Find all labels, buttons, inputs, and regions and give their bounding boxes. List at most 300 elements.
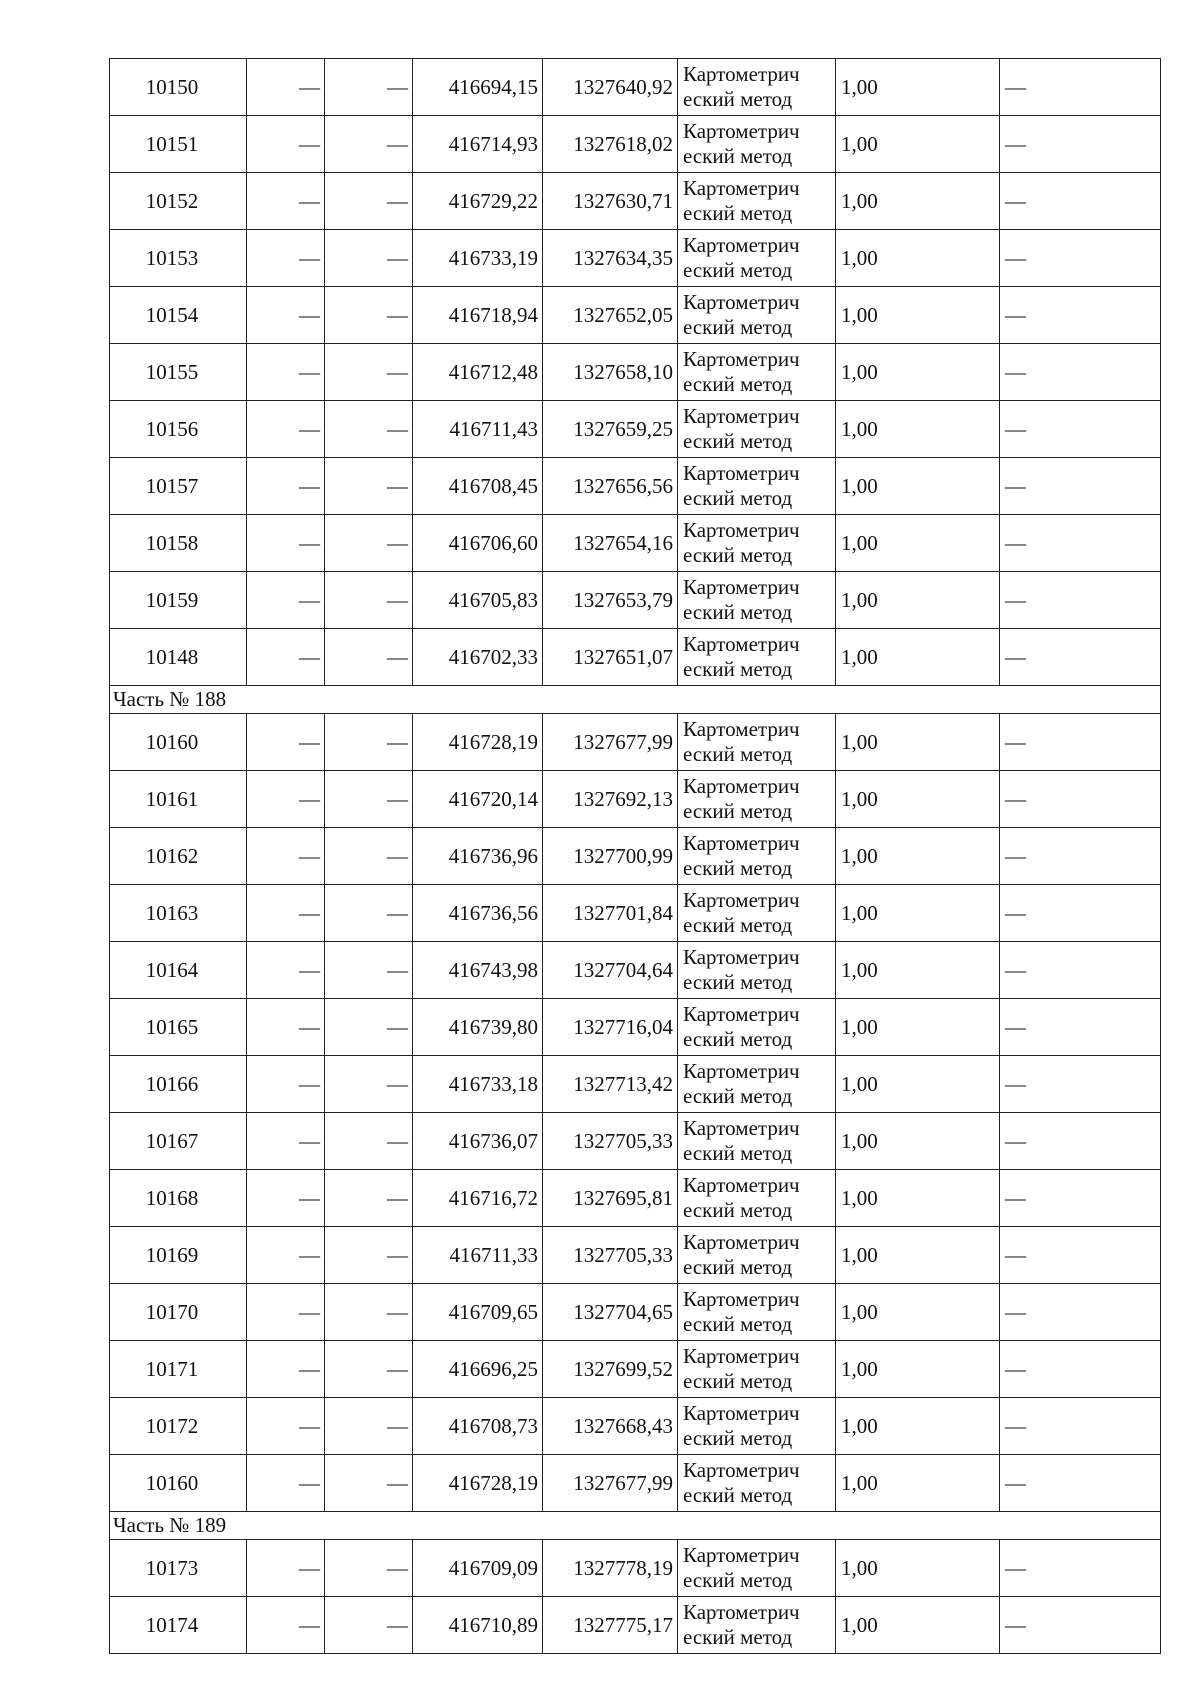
x-coordinate: 416709,09 [413, 1540, 543, 1597]
y-coordinate: 1327695,81 [543, 1170, 678, 1227]
method-text-line2: еский метод [683, 1084, 793, 1108]
method-text-line1: Картометрич [683, 1543, 800, 1567]
description-cell: — [1000, 401, 1161, 458]
accuracy-value: 1,00 [836, 1540, 1000, 1597]
accuracy-value: 1,00 [836, 885, 1000, 942]
accuracy-value: 1,00 [836, 629, 1000, 686]
method-cell [678, 1056, 836, 1113]
description-cell: — [1000, 714, 1161, 771]
old-y-cell: — [325, 629, 413, 686]
method-text-line1: Картометрич [683, 290, 800, 314]
point-number: 10155 [110, 344, 247, 401]
old-y-cell: — [325, 828, 413, 885]
description-cell: — [1000, 515, 1161, 572]
old-y-cell: — [325, 116, 413, 173]
method-cell [678, 59, 836, 116]
table-row [110, 59, 1161, 116]
description-cell: — [1000, 1056, 1161, 1113]
method-text-line2: еский метод [683, 856, 793, 880]
old-x-cell: — [247, 1341, 325, 1398]
point-number: 10160 [110, 1455, 247, 1512]
table-row [110, 515, 1161, 572]
description-cell: — [1000, 1540, 1161, 1597]
method-text-line1: Картометрич [683, 1059, 800, 1083]
method-cell [678, 344, 836, 401]
old-y-cell: — [325, 885, 413, 942]
method-cell [678, 287, 836, 344]
old-y-cell: — [325, 999, 413, 1056]
method-text-line1: Картометрич [683, 717, 800, 741]
point-number: 10154 [110, 287, 247, 344]
old-x-cell: — [247, 885, 325, 942]
table-row [110, 714, 1161, 771]
method-text-line1: Картометрич [683, 1458, 800, 1482]
x-coordinate: 416712,48 [413, 344, 543, 401]
description-cell: — [1000, 344, 1161, 401]
old-x-cell: — [247, 515, 325, 572]
description-cell: — [1000, 771, 1161, 828]
y-coordinate: 1327640,92 [543, 59, 678, 116]
description-cell: — [1000, 173, 1161, 230]
y-coordinate: 1327654,16 [543, 515, 678, 572]
old-x-cell: — [247, 1113, 325, 1170]
section-header-row [110, 686, 1161, 714]
accuracy-value: 1,00 [836, 59, 1000, 116]
x-coordinate: 416694,15 [413, 59, 543, 116]
method-text-line2: еский метод [683, 913, 793, 937]
accuracy-value: 1,00 [836, 1597, 1000, 1654]
table-row [110, 287, 1161, 344]
method-text-line1: Картометрич [683, 176, 800, 200]
y-coordinate: 1327716,04 [543, 999, 678, 1056]
description-cell: — [1000, 885, 1161, 942]
method-text-line1: Картометрич [683, 233, 800, 257]
method-text-line2: еский метод [683, 1027, 793, 1051]
old-y-cell: — [325, 1284, 413, 1341]
method-text-line1: Картометрич [683, 632, 800, 656]
method-cell [678, 1455, 836, 1512]
method-text-line1: Картометрич [683, 62, 800, 86]
method-text-line1: Картометрич [683, 461, 800, 485]
x-coordinate: 416739,80 [413, 999, 543, 1056]
table-body [110, 59, 1161, 1654]
y-coordinate: 1327651,07 [543, 629, 678, 686]
old-y-cell: — [325, 771, 413, 828]
old-x-cell: — [247, 287, 325, 344]
description-cell: — [1000, 572, 1161, 629]
table-row [110, 401, 1161, 458]
method-text-line2: еский метод [683, 657, 793, 681]
method-cell [678, 1398, 836, 1455]
y-coordinate: 1327658,10 [543, 344, 678, 401]
description-cell: — [1000, 1227, 1161, 1284]
accuracy-value: 1,00 [836, 1341, 1000, 1398]
point-number: 10152 [110, 173, 247, 230]
description-cell: — [1000, 999, 1161, 1056]
old-y-cell: — [325, 59, 413, 116]
section-title: Часть № 189 [110, 1512, 1161, 1540]
table-row [110, 999, 1161, 1056]
method-text-line1: Картометрич [683, 1002, 800, 1026]
method-cell [678, 458, 836, 515]
x-coordinate: 416736,07 [413, 1113, 543, 1170]
old-y-cell: — [325, 1540, 413, 1597]
method-text-line1: Картометрич [683, 1600, 800, 1624]
y-coordinate: 1327705,33 [543, 1227, 678, 1284]
table-row [110, 942, 1161, 999]
old-y-cell: — [325, 401, 413, 458]
method-cell [678, 1341, 836, 1398]
method-text-line2: еский метод [683, 1255, 793, 1279]
old-x-cell: — [247, 1540, 325, 1597]
old-y-cell: — [325, 572, 413, 629]
accuracy-value: 1,00 [836, 401, 1000, 458]
y-coordinate: 1327713,42 [543, 1056, 678, 1113]
accuracy-value: 1,00 [836, 771, 1000, 828]
accuracy-value: 1,00 [836, 1170, 1000, 1227]
y-coordinate: 1327618,02 [543, 116, 678, 173]
description-cell: — [1000, 116, 1161, 173]
method-cell [678, 1227, 836, 1284]
old-y-cell: — [325, 458, 413, 515]
old-y-cell: — [325, 1056, 413, 1113]
method-text-line2: еский метод [683, 315, 793, 339]
old-x-cell: — [247, 1398, 325, 1455]
point-number: 10163 [110, 885, 247, 942]
point-number: 10164 [110, 942, 247, 999]
point-number: 10170 [110, 1284, 247, 1341]
method-text-line2: еский метод [683, 600, 793, 624]
x-coordinate: 416736,96 [413, 828, 543, 885]
method-text-line2: еский метод [683, 144, 793, 168]
accuracy-value: 1,00 [836, 515, 1000, 572]
old-y-cell: — [325, 1455, 413, 1512]
y-coordinate: 1327653,79 [543, 572, 678, 629]
x-coordinate: 416716,72 [413, 1170, 543, 1227]
x-coordinate: 416710,89 [413, 1597, 543, 1654]
method-text-line2: еский метод [683, 1483, 793, 1507]
x-coordinate: 416743,98 [413, 942, 543, 999]
old-x-cell: — [247, 1455, 325, 1512]
y-coordinate: 1327705,33 [543, 1113, 678, 1170]
point-number: 10167 [110, 1113, 247, 1170]
method-text-line2: еский метод [683, 201, 793, 225]
point-number: 10158 [110, 515, 247, 572]
method-text-line2: еский метод [683, 372, 793, 396]
accuracy-value: 1,00 [836, 287, 1000, 344]
table-row [110, 173, 1161, 230]
description-cell: — [1000, 1170, 1161, 1227]
old-x-cell: — [247, 828, 325, 885]
method-cell [678, 173, 836, 230]
method-text-line2: еский метод [683, 970, 793, 994]
table-row [110, 1341, 1161, 1398]
y-coordinate: 1327704,64 [543, 942, 678, 999]
accuracy-value: 1,00 [836, 230, 1000, 287]
accuracy-value: 1,00 [836, 942, 1000, 999]
old-x-cell: — [247, 59, 325, 116]
x-coordinate: 416733,19 [413, 230, 543, 287]
y-coordinate: 1327656,56 [543, 458, 678, 515]
point-number: 10172 [110, 1398, 247, 1455]
method-text-line2: еский метод [683, 543, 793, 567]
y-coordinate: 1327778,19 [543, 1540, 678, 1597]
table-row [110, 458, 1161, 515]
description-cell: — [1000, 1113, 1161, 1170]
table-row [110, 230, 1161, 287]
method-text-line1: Картометрич [683, 347, 800, 371]
method-cell [678, 714, 836, 771]
method-cell [678, 1597, 836, 1654]
description-cell: — [1000, 1455, 1161, 1512]
x-coordinate: 416728,19 [413, 714, 543, 771]
method-text-line2: еский метод [683, 1568, 793, 1592]
x-coordinate: 416711,33 [413, 1227, 543, 1284]
y-coordinate: 1327704,65 [543, 1284, 678, 1341]
table-row [110, 1113, 1161, 1170]
table-row [110, 1597, 1161, 1654]
y-coordinate: 1327659,25 [543, 401, 678, 458]
old-y-cell: — [325, 287, 413, 344]
point-number: 10160 [110, 714, 247, 771]
old-y-cell: — [325, 1597, 413, 1654]
description-cell: — [1000, 287, 1161, 344]
old-y-cell: — [325, 344, 413, 401]
method-text-line1: Картометрич [683, 945, 800, 969]
point-number: 10159 [110, 572, 247, 629]
method-text-line2: еский метод [683, 1198, 793, 1222]
method-text-line1: Картометрич [683, 1173, 800, 1197]
description-cell: — [1000, 828, 1161, 885]
method-text-line1: Картометрич [683, 1116, 800, 1140]
y-coordinate: 1327701,84 [543, 885, 678, 942]
method-text-line1: Картометрич [683, 831, 800, 855]
method-text-line1: Картометрич [683, 1287, 800, 1311]
method-text-line2: еский метод [683, 799, 793, 823]
x-coordinate: 416736,56 [413, 885, 543, 942]
accuracy-value: 1,00 [836, 1113, 1000, 1170]
section-title: Часть № 188 [110, 686, 1161, 714]
method-cell [678, 401, 836, 458]
old-x-cell: — [247, 401, 325, 458]
old-x-cell: — [247, 629, 325, 686]
method-text-line1: Картометрич [683, 575, 800, 599]
description-cell: — [1000, 458, 1161, 515]
old-x-cell: — [247, 771, 325, 828]
point-number: 10148 [110, 629, 247, 686]
method-text-line2: еский метод [683, 258, 793, 282]
old-x-cell: — [247, 1227, 325, 1284]
method-cell [678, 885, 836, 942]
x-coordinate: 416706,60 [413, 515, 543, 572]
accuracy-value: 1,00 [836, 1455, 1000, 1512]
point-number: 10162 [110, 828, 247, 885]
method-cell [678, 999, 836, 1056]
method-text-line2: еский метод [683, 486, 793, 510]
x-coordinate: 416733,18 [413, 1056, 543, 1113]
description-cell: — [1000, 1398, 1161, 1455]
point-number: 10173 [110, 1540, 247, 1597]
point-number: 10171 [110, 1341, 247, 1398]
table-row [110, 1227, 1161, 1284]
old-x-cell: — [247, 116, 325, 173]
description-cell: — [1000, 1341, 1161, 1398]
method-cell [678, 572, 836, 629]
old-y-cell: — [325, 942, 413, 999]
method-text-line2: еский метод [683, 429, 793, 453]
accuracy-value: 1,00 [836, 458, 1000, 515]
coordinates-table [109, 58, 1161, 1654]
old-x-cell: — [247, 458, 325, 515]
old-x-cell: — [247, 344, 325, 401]
method-cell [678, 629, 836, 686]
table-row [110, 629, 1161, 686]
point-number: 10157 [110, 458, 247, 515]
point-number: 10151 [110, 116, 247, 173]
x-coordinate: 416714,93 [413, 116, 543, 173]
y-coordinate: 1327699,52 [543, 1341, 678, 1398]
old-y-cell: — [325, 714, 413, 771]
point-number: 10161 [110, 771, 247, 828]
description-cell: — [1000, 942, 1161, 999]
method-cell [678, 1170, 836, 1227]
accuracy-value: 1,00 [836, 1056, 1000, 1113]
old-x-cell: — [247, 173, 325, 230]
old-y-cell: — [325, 1227, 413, 1284]
old-x-cell: — [247, 999, 325, 1056]
point-number: 10165 [110, 999, 247, 1056]
method-text-line2: еский метод [683, 1426, 793, 1450]
x-coordinate: 416702,33 [413, 629, 543, 686]
y-coordinate: 1327668,43 [543, 1398, 678, 1455]
y-coordinate: 1327634,35 [543, 230, 678, 287]
point-number: 10156 [110, 401, 247, 458]
accuracy-value: 1,00 [836, 1398, 1000, 1455]
old-x-cell: — [247, 942, 325, 999]
accuracy-value: 1,00 [836, 714, 1000, 771]
accuracy-value: 1,00 [836, 173, 1000, 230]
old-x-cell: — [247, 1056, 325, 1113]
method-cell [678, 515, 836, 572]
table-row [110, 885, 1161, 942]
old-x-cell: — [247, 1284, 325, 1341]
x-coordinate: 416709,65 [413, 1284, 543, 1341]
x-coordinate: 416728,19 [413, 1455, 543, 1512]
table-row [110, 116, 1161, 173]
method-text-line1: Картометрич [683, 1401, 800, 1425]
method-cell [678, 942, 836, 999]
old-y-cell: — [325, 173, 413, 230]
table-row [110, 771, 1161, 828]
method-cell [678, 116, 836, 173]
old-y-cell: — [325, 1113, 413, 1170]
method-text-line2: еский метод [683, 1369, 793, 1393]
y-coordinate: 1327677,99 [543, 714, 678, 771]
y-coordinate: 1327700,99 [543, 828, 678, 885]
table-row [110, 828, 1161, 885]
x-coordinate: 416718,94 [413, 287, 543, 344]
table-row [110, 1540, 1161, 1597]
method-text-line1: Картометрич [683, 518, 800, 542]
old-y-cell: — [325, 1398, 413, 1455]
method-cell [678, 828, 836, 885]
method-text-line2: еский метод [683, 1625, 793, 1649]
table-row [110, 1398, 1161, 1455]
method-cell [678, 230, 836, 287]
method-text-line1: Картометрич [683, 1230, 800, 1254]
accuracy-value: 1,00 [836, 116, 1000, 173]
accuracy-value: 1,00 [836, 999, 1000, 1056]
y-coordinate: 1327677,99 [543, 1455, 678, 1512]
accuracy-value: 1,00 [836, 1284, 1000, 1341]
y-coordinate: 1327775,17 [543, 1597, 678, 1654]
x-coordinate: 416729,22 [413, 173, 543, 230]
method-text-line1: Картометрич [683, 1344, 800, 1368]
point-number: 10168 [110, 1170, 247, 1227]
description-cell: — [1000, 1284, 1161, 1341]
old-x-cell: — [247, 1170, 325, 1227]
description-cell: — [1000, 629, 1161, 686]
old-y-cell: — [325, 230, 413, 287]
method-cell [678, 771, 836, 828]
table-row [110, 344, 1161, 401]
point-number: 10150 [110, 59, 247, 116]
table-row [110, 1170, 1161, 1227]
x-coordinate: 416708,73 [413, 1398, 543, 1455]
point-number: 10169 [110, 1227, 247, 1284]
section-header-row [110, 1512, 1161, 1540]
accuracy-value: 1,00 [836, 572, 1000, 629]
x-coordinate: 416696,25 [413, 1341, 543, 1398]
method-text-line1: Картометрич [683, 774, 800, 798]
accuracy-value: 1,00 [836, 344, 1000, 401]
accuracy-value: 1,00 [836, 1227, 1000, 1284]
method-cell [678, 1113, 836, 1170]
description-cell: — [1000, 59, 1161, 116]
old-x-cell: — [247, 714, 325, 771]
description-cell: — [1000, 230, 1161, 287]
table-row [110, 1284, 1161, 1341]
old-y-cell: — [325, 1341, 413, 1398]
y-coordinate: 1327652,05 [543, 287, 678, 344]
method-text-line1: Картометрич [683, 404, 800, 428]
point-number: 10153 [110, 230, 247, 287]
x-coordinate: 416705,83 [413, 572, 543, 629]
table-row [110, 572, 1161, 629]
method-cell [678, 1284, 836, 1341]
x-coordinate: 416708,45 [413, 458, 543, 515]
method-text-line2: еский метод [683, 1141, 793, 1165]
table-row [110, 1455, 1161, 1512]
old-x-cell: — [247, 230, 325, 287]
description-cell: — [1000, 1597, 1161, 1654]
y-coordinate: 1327692,13 [543, 771, 678, 828]
point-number: 10166 [110, 1056, 247, 1113]
method-text-line1: Картометрич [683, 119, 800, 143]
method-text-line1: Картометрич [683, 888, 800, 912]
point-number: 10174 [110, 1597, 247, 1654]
table-row [110, 1056, 1161, 1113]
old-y-cell: — [325, 1170, 413, 1227]
old-y-cell: — [325, 515, 413, 572]
method-text-line2: еский метод [683, 1312, 793, 1336]
method-text-line2: еский метод [683, 742, 793, 766]
x-coordinate: 416720,14 [413, 771, 543, 828]
x-coordinate: 416711,43 [413, 401, 543, 458]
accuracy-value: 1,00 [836, 828, 1000, 885]
old-x-cell: — [247, 1597, 325, 1654]
method-cell [678, 1540, 836, 1597]
